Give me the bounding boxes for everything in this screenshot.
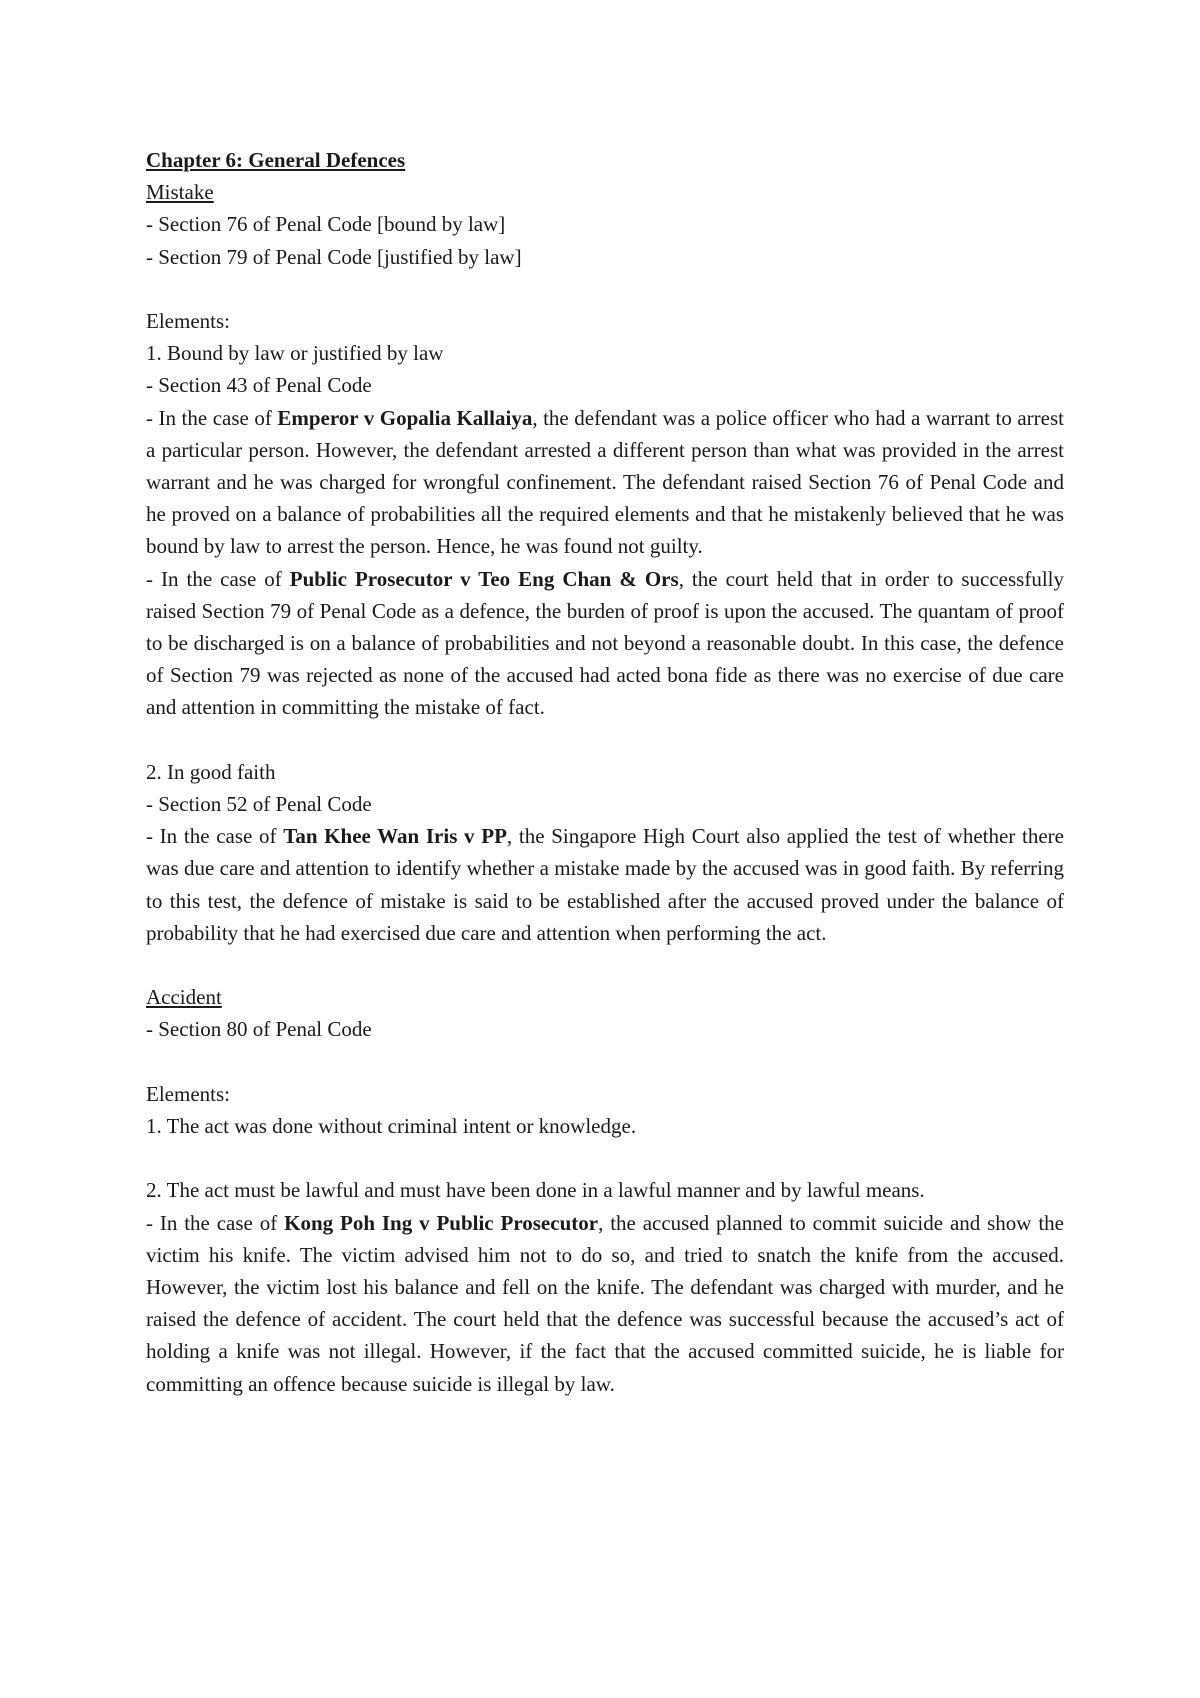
- case-name: Public Prosecutor v Teo Eng Chan & Ors: [289, 566, 679, 591]
- section-heading-mistake: Mistake: [146, 180, 214, 205]
- spacer: [146, 724, 1064, 756]
- spacer: [146, 949, 1064, 981]
- case-name: Emperor v Gopalia Kallaiya: [277, 405, 533, 430]
- case-intro: - In the case of: [146, 566, 290, 591]
- mistake-element-2-section: - Section 52 of Penal Code: [146, 792, 372, 817]
- chapter-title: Chapter 6: General Defences: [146, 148, 406, 172]
- mistake-element-2-title: 2. In good faith: [146, 759, 276, 784]
- case-paragraph-kong-poh-ing: [146, 1207, 1064, 1400]
- case-paragraph-emperor: [146, 402, 1064, 563]
- case-body: , the court held that in order to successfully raised Section 79 of Penal Code as a defence, the burden of proof is upon the accused. The quantam of proof to be discharged is on a balance of probabilities and not beyond a reasonable doubt. In this case, the defence of Section 79 was rejected as none of the accused had acted bona fide as there was no exercise of due care and attention in committing the mistake of fact.: [146, 566, 1064, 720]
- accident-element-2-title: 2. The act must be lawful and must have been done in a lawful manner and by lawful means.: [146, 1178, 925, 1203]
- case-paragraph-teo-eng-chan: [146, 563, 1064, 724]
- case-intro: - In the case of: [146, 405, 278, 430]
- accident-elements-label: Elements:: [146, 1081, 230, 1106]
- mistake-section-79: - Section 79 of Penal Code [justified by law]: [146, 244, 522, 269]
- case-intro: - In the case of: [146, 824, 284, 849]
- case-body: , the accused planned to commit suicide and show the victim his knife. The victim advised him not to do so, and tried to snatch the knife from the accused. However, the victim lost his balance and fell on the knife. The defendant was charged with murder, and he raised the defence of accident. The court held that the defence was successful because the accused’s act of holding a knife was not illegal. However, if the fact that the accused committed suicide, he is liable for committing an offence because suicide is illegal by law.: [146, 1210, 1064, 1396]
- mistake-element-1-title: 1. Bound by law or justified by law: [146, 341, 444, 366]
- mistake-section-76: - Section 76 of Penal Code [bound by law]: [146, 212, 506, 237]
- section-heading-accident: Accident: [146, 985, 222, 1010]
- document-page: [146, 144, 1064, 1400]
- case-body: , the Singapore High Court also applied the test of whether there was due care and attention to identify whether a mistake made by the accused was in good faith. By referring to this test, the defence of mistake is said to be established after the accused proved under the balance of probability that he had exercised due care and attention when performing the act.: [146, 824, 1064, 945]
- case-body: , the defendant was a police officer who had a warrant to arrest a particular person. However, the defendant arrested a different person than what was provided in the arrest warrant and he was charged for wrongful confinement. The defendant raised Section 76 of Penal Code and he proved on a balance of probabilities all the required elements and that he mistakenly believed that he was bound by law to arrest the person. Hence, he was found not guilty.: [146, 405, 1065, 559]
- mistake-element-1-section: - Section 43 of Penal Code: [146, 373, 372, 398]
- spacer: [146, 1142, 1064, 1174]
- spacer: [146, 1046, 1064, 1078]
- spacer: [146, 273, 1064, 305]
- case-name: Tan Khee Wan Iris v PP: [283, 824, 507, 849]
- accident-element-1: 1. The act was done without criminal intent or knowledge.: [146, 1114, 637, 1139]
- case-name: Kong Poh Ing v Public Prosecutor: [284, 1210, 599, 1235]
- case-paragraph-tan-khee-wan: [146, 820, 1064, 949]
- accident-section-80: - Section 80 of Penal Code: [146, 1017, 372, 1042]
- case-intro: - In the case of: [146, 1210, 285, 1235]
- mistake-elements-label: Elements:: [146, 309, 230, 333]
